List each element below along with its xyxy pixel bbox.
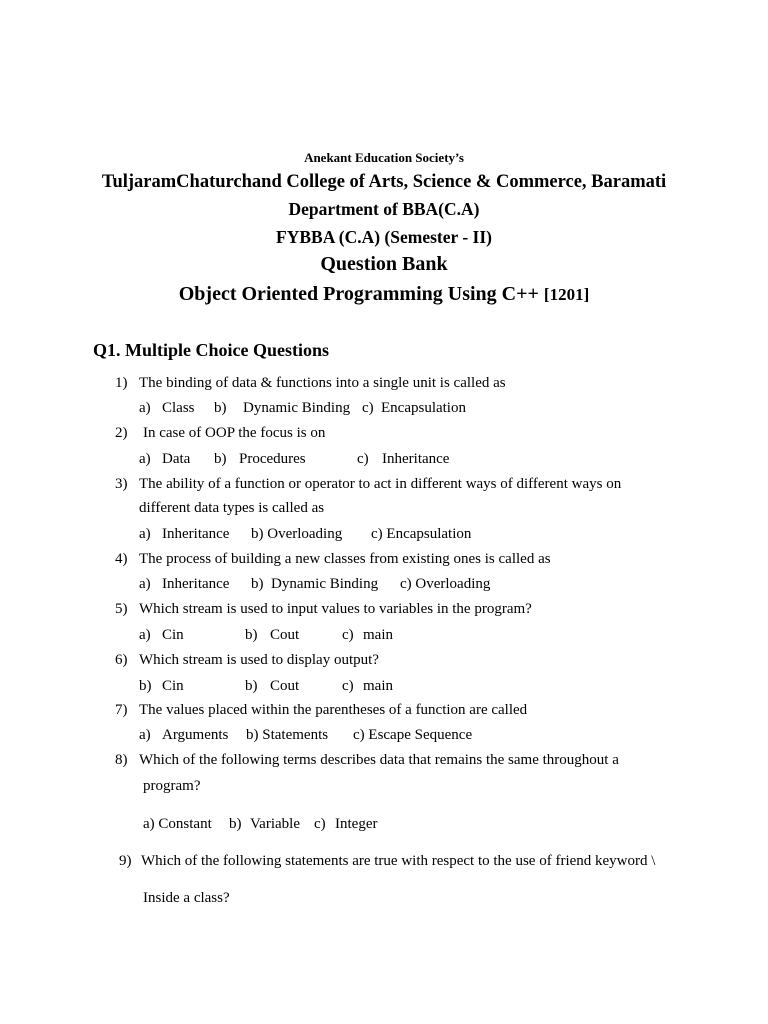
question-text-continued: program?: [143, 778, 201, 794]
option-text: Variable: [250, 816, 300, 832]
option-text: Class: [162, 400, 195, 416]
question-text: Which of the following terms describes data that remains the same throughout a: [139, 752, 619, 768]
option-text: a) Constant: [143, 816, 212, 832]
option-label: a): [139, 526, 151, 542]
option-label: b): [245, 678, 258, 694]
question-number: 3): [115, 476, 128, 492]
option-text: main: [363, 678, 393, 694]
subject-code: [1201]: [543, 285, 590, 304]
option-text: Dynamic Binding: [271, 576, 379, 592]
question-text-continued: Inside a class?: [143, 890, 230, 906]
option-label: c): [362, 400, 374, 416]
option-text: Cin: [162, 678, 184, 694]
question-text: Which stream is used to input values to variables in the program?: [139, 601, 532, 617]
department-name: Department of BBA(C.A): [288, 199, 480, 219]
option-text: Inheritance: [162, 576, 230, 592]
question-number: 1): [115, 375, 128, 391]
question-text: Which of the following statements are true with respect to the use of friend keyword \: [141, 853, 656, 869]
semester-label: FYBBA (C.A) (Semester - II): [276, 227, 492, 247]
question-number: 8): [115, 752, 128, 768]
option-text: c) Overloading: [400, 576, 491, 592]
question-text: The values placed within the parentheses of a function are called: [139, 702, 528, 718]
question-number: 4): [115, 551, 128, 567]
option-text: Encapsulation: [381, 400, 466, 416]
option-label: b): [214, 400, 227, 416]
option-text: Data: [162, 451, 191, 467]
option-text: Dynamic Binding: [243, 400, 351, 416]
option-text: main: [363, 627, 393, 643]
question-number: 7): [115, 702, 128, 718]
question-number: 2): [115, 425, 128, 441]
option-label: c): [342, 678, 354, 694]
option-text: Procedures: [239, 451, 306, 467]
option-label: a): [139, 727, 151, 743]
option-text: b) Overloading: [251, 526, 343, 542]
option-label: c): [357, 451, 369, 467]
option-text: Cin: [162, 627, 184, 643]
option-label: c): [342, 627, 354, 643]
question-text: Which stream is used to display output?: [139, 652, 379, 668]
question-number: 5): [115, 601, 128, 617]
subject-title: [0, 283, 768, 306]
option-text: Inheritance: [162, 526, 230, 542]
option-text: b) Statements: [246, 727, 329, 743]
option-label: c): [314, 816, 326, 832]
question-text-continued: different data types is called as: [139, 500, 325, 516]
option-label: b): [251, 576, 264, 592]
question-text: The ability of a function or operator to act in different ways of different ways on: [139, 476, 622, 492]
option-label: b): [229, 816, 242, 832]
document-title: Question Bank: [320, 253, 448, 275]
question-number: 6): [115, 652, 128, 668]
option-label: a): [139, 576, 151, 592]
section-title: Q1. Multiple Choice Questions: [93, 340, 330, 360]
college-name: TuljaramChaturchand College of Arts, Science & Commerce, Baramati: [101, 172, 667, 192]
option-text: Arguments: [162, 727, 229, 743]
option-text: Inheritance: [382, 451, 450, 467]
option-label: b): [214, 451, 227, 467]
question-text: The binding of data & functions into a single unit is called as: [139, 375, 506, 391]
option-label: a): [139, 400, 151, 416]
option-label: b): [139, 678, 152, 694]
option-text: c) Escape Sequence: [353, 727, 473, 743]
option-text: Cout: [270, 627, 300, 643]
society-name: Anekant Education Society’s: [304, 150, 464, 165]
option-text: Integer: [335, 816, 378, 832]
question-text: In case of OOP the focus is on: [143, 425, 326, 441]
option-label: b): [245, 627, 258, 643]
question-text: The process of building a new classes from existing ones is called as: [139, 551, 551, 567]
subject-name: Object Oriented Programming Using C++: [178, 283, 539, 305]
option-label: a): [139, 627, 151, 643]
question-number: 9): [119, 853, 132, 869]
option-text: c) Encapsulation: [371, 526, 472, 542]
option-label: a): [139, 451, 151, 467]
option-text: Cout: [270, 678, 300, 694]
